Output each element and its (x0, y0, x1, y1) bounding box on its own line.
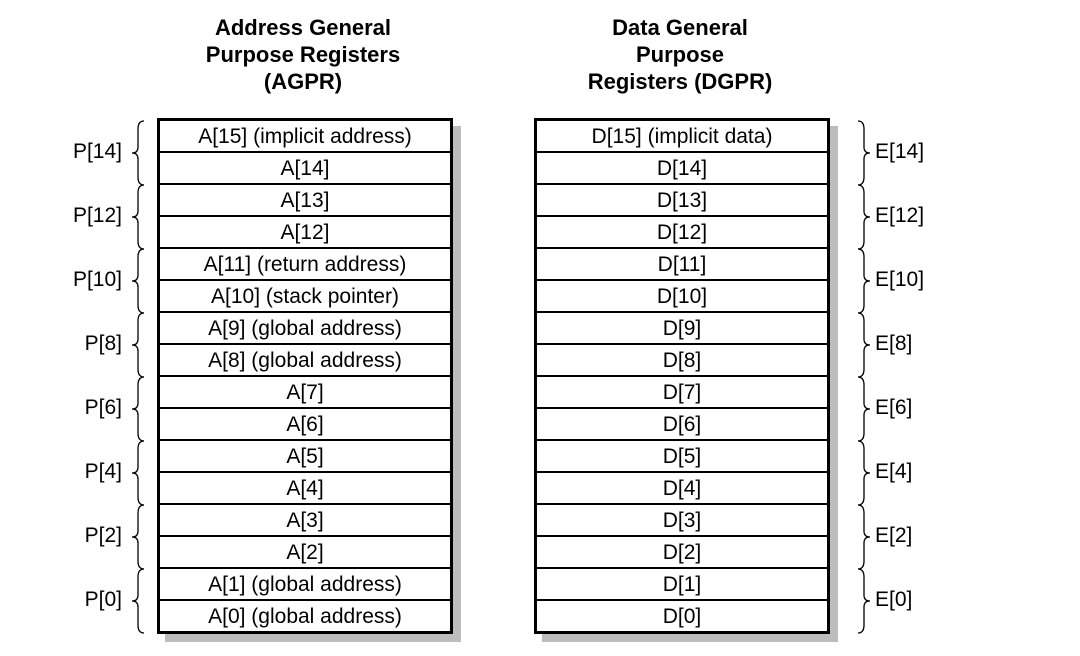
right-pair-brace (858, 441, 870, 505)
dgpr-register-cell: D[9] (537, 311, 827, 343)
left-pair-brace (132, 441, 144, 505)
agpr-pair-label: P[12] (72, 204, 122, 227)
dgpr-register-cell: D[11] (537, 247, 827, 279)
dgpr-pair-label: E[6] (875, 396, 913, 419)
dgpr-register-cell: D[10] (537, 279, 827, 311)
dgpr-register-cell: D[14] (537, 151, 827, 183)
right-pair-brace (858, 249, 870, 313)
dgpr-register-cell: D[7] (537, 375, 827, 407)
agpr-title-line: (AGPR) (263, 69, 343, 94)
agpr-register-cell: A[13] (160, 183, 450, 215)
dgpr-register-cell: D[13] (537, 183, 827, 215)
dgpr-register-cell: D[0] (537, 599, 827, 631)
agpr-register-cell: A[1] (global address) (160, 567, 450, 599)
dgpr-register-cell: D[6] (537, 407, 827, 439)
agpr-pair-label: P[10] (72, 268, 122, 291)
right-pair-brace (858, 313, 870, 377)
right-pair-brace (858, 505, 870, 569)
agpr-register-cell: A[6] (160, 407, 450, 439)
dgpr-register-cell: D[15] (implicit data) (591, 125, 773, 148)
dgpr-pair-label: E[4] (875, 460, 913, 483)
agpr-pair-label: P[14] (72, 140, 122, 163)
agpr-register-cell: A[15] (implicit address) (198, 125, 412, 148)
dgpr-register-cell: D[5] (537, 439, 827, 471)
left-pair-brace (132, 313, 144, 377)
left-pair-brace (132, 569, 144, 633)
dgpr-register-cell: D[3] (537, 503, 827, 535)
agpr-pair-label: P[6] (84, 396, 122, 419)
left-pair-brace (132, 505, 144, 569)
dgpr-title-line: Purpose (635, 42, 725, 67)
dgpr-register-cell: D[1] (537, 567, 827, 599)
agpr-pair-label: P[8] (84, 332, 122, 355)
left-pair-brace (132, 185, 144, 249)
dgpr-pair-label: E[8] (875, 332, 913, 355)
agpr-register-cell: A[12] (160, 215, 450, 247)
agpr-register-cell: A[4] (160, 471, 450, 503)
left-pair-brace (132, 121, 144, 185)
dgpr-title-line: Data General (612, 15, 748, 40)
agpr-register-cell: A[2] (160, 535, 450, 567)
left-pair-brace (132, 377, 144, 441)
agpr-register-cell: A[10] (stack pointer) (160, 279, 450, 311)
agpr-pair-label: P[0] (84, 588, 122, 611)
dgpr-title-line: Registers (DGPR) (587, 69, 773, 94)
dgpr-register-cell: D[2] (537, 535, 827, 567)
dgpr-register-cell: D[4] (537, 471, 827, 503)
dgpr-register-cell: D[8] (537, 343, 827, 375)
agpr-register-cell: A[9] (global address) (160, 311, 450, 343)
agpr-pair-label: P[4] (84, 460, 122, 483)
agpr-register-cell: A[7] (160, 375, 450, 407)
agpr-pair-label: P[2] (84, 524, 122, 547)
right-pair-brace (858, 121, 870, 185)
dgpr-pair-label: E[2] (875, 524, 913, 547)
dgpr-pair-label: E[12] (875, 204, 925, 227)
agpr-register-cell: A[11] (return address) (160, 247, 450, 279)
agpr-register-cell: A[5] (160, 439, 450, 471)
agpr-register-cell: A[8] (global address) (160, 343, 450, 375)
right-pair-brace (858, 377, 870, 441)
dgpr-pair-label: E[0] (875, 588, 913, 611)
dgpr-pair-label: E[10] (875, 268, 925, 291)
agpr-register-cell: A[3] (160, 503, 450, 535)
agpr-title-line: Purpose Registers (205, 42, 401, 67)
dgpr-pair-label: E[14] (875, 140, 925, 163)
right-pair-brace (858, 185, 870, 249)
agpr-register-cell: A[14] (160, 151, 450, 183)
agpr-register-cell: A[0] (global address) (160, 599, 450, 631)
agpr-title-line: Address General (214, 15, 392, 40)
right-pair-brace (858, 569, 870, 633)
left-pair-brace (132, 249, 144, 313)
dgpr-register-cell: D[12] (537, 215, 827, 247)
